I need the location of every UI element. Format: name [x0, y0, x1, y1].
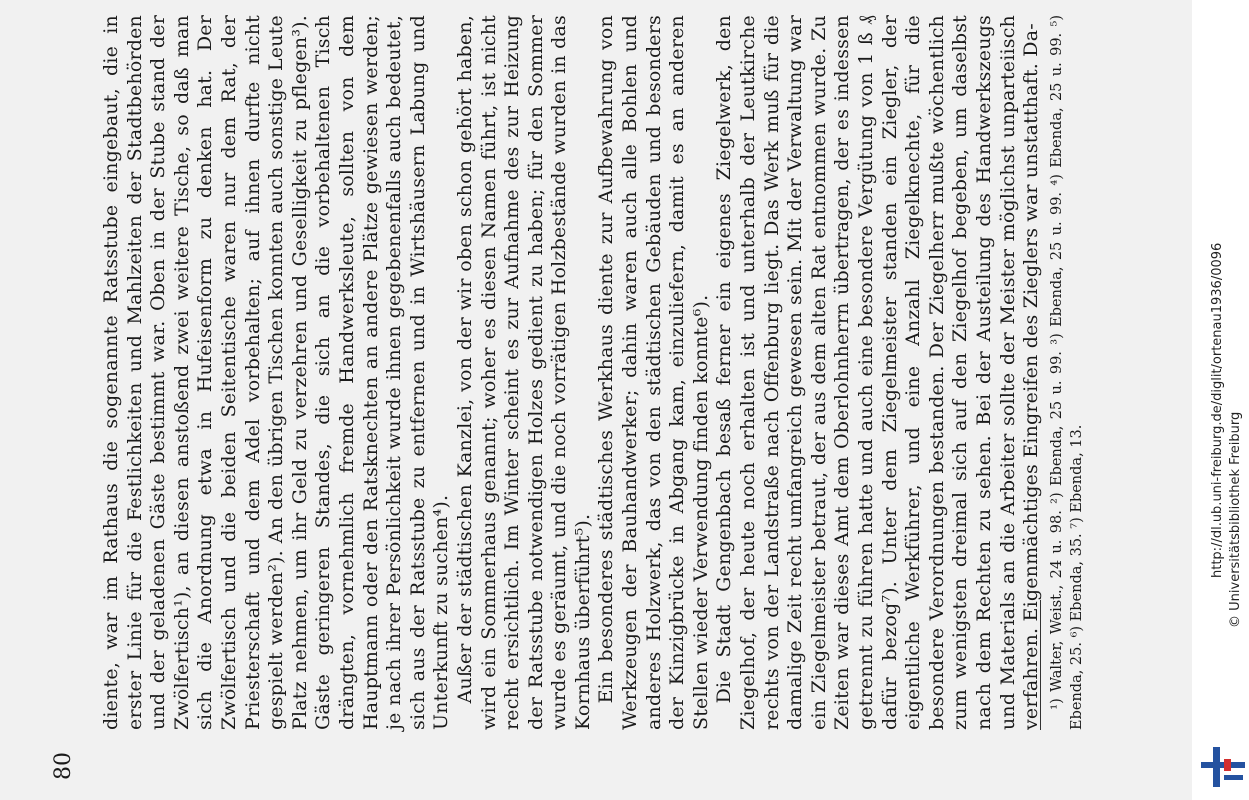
footnotes	[1047, 15, 1087, 730]
logo-crossbar-blue	[1201, 762, 1245, 768]
paragraph: Ein besonderes städtisches Werkhaus diente zur Aufbewahrung von Werkzeugen der Bauhandwerker; dahin waren auch alle Bohlen und anderes Holzwerk, das von den städtischen Gebäuden und besonders der Kinzigbrücke in Abgang kam, einzuliefern, damit es an anderen Stellen wieder Verwendung finden konnte⁶).	[595, 15, 712, 730]
paragraph: Die Stadt Gengenbach besaß ferner ein eigenes Ziegelwerk, den Ziegelhof, der heute noch erhalten ist und unterhalb der Leutkirche rechts von der Landstraße nach Offenburg liegt. Das Werk muß für die damalige Zeit recht umfangreich gewesen sein. Mit der Verwaltung war ein Ziegelmeister betraut, der aus dem alten Rat entnommen wurde. Zu Zeiten war dieses Amt dem Oberlohnherrn übertragen, der es indessen getrennt zu führen hatte und auch eine besondere Vergütung von 1 ß ₰ dafür bezog⁷). Unter dem Ziegelmeister standen ein Ziegler, der eigentliche Werkführer, und eine Anzahl Ziegelknechte, für die besondere Verordnungen bestanden. Der Ziegelherr mußte wöchentlich zum wenigsten dreimal sich auf den Ziegelhof begeben, um daselbst nach dem Rechten zu sehen. Bei der Austeilung des Handwerkszeugs und Materials an die Arbeiter sollte der Meister möglichst unparteiisch verfahren. Eigenmächtiges Eingreifen des Zieglers war unstatthaft. Da-	[713, 15, 1043, 730]
paragraph: diente, war im Rathaus die sogenannte Ratsstube eingebaut, die in erster Linie für die Festlichkeiten und Mahlzeiten der Stadtbehörden und der geladenen Gäste bestimmt war. Oben in der Stube stand der Zwölfertisch¹), an diesen anstoßend zwei weitere Tische, so daß man sich die Anordnung etwa in Hufeisenform zu denken hat. Der Zwölfertisch und die beiden Seitentische waren nur dem Rat, der Priesterschaft und dem Adel vorbehalten; auf ihnen durfte nicht gespielt werden²). An den übrigen Tischen konnten auch sonstige Leute Platz nehmen, um ihr Geld zu verzehren und Geselligkeit zu pflegen³). Gäste geringeren Standes, die sich an die vorbehaltenen Tisch drängten, vornehmlich fremde Handwerksleute, sollten von dem Hauptmann oder den Ratsknechten an andere Plätze gewiesen werden; je nach ihrer Persönlichkeit wurde ihnen gegebenenfalls auch bedeutet, sich aus der Ratsstube zu entfernen und in Wirtshäusern Labung und Unterkunft zu suchen⁴).	[100, 15, 453, 730]
page-number: 80	[51, 752, 76, 780]
body-text	[100, 15, 1044, 730]
logo-bar-lower	[1224, 775, 1243, 780]
rotated-page-content	[45, 0, 1145, 790]
copyright-notice: © Universitätsbibliothek Freiburg	[1228, 411, 1243, 628]
paragraph: Außer der städtischen Kanzlei, von der wir oben schon gehört haben, wird ein Sommerhaus genannt; woher es diesen Namen führt, ist nicht recht ersichtlich. Im Winter scheint es zur Aufnahme des zur Heizung der Ratsstube notwendigen Holzes gedient zu haben; für den Sommer wurde es geräumt, und die noch vorrätigen Holzbestände wurden in das Kornhaus überführt⁵).	[453, 15, 594, 730]
footnote-text: ¹) Walter, Weist., 24 u. 98. ²) Ebenda, 25 u. 99. ³) Ebenda, 25 u. 99. ⁴) Ebenda, 25 u. 99. ⁵) Ebenda, 25. ⁶) Ebenda, 35. ⁷) Ebenda, 13.	[1049, 15, 1085, 730]
permalink-url[interactable]: http://dl.ub.uni-freiburg.de/diglit/ortenau1936/0096	[1210, 242, 1225, 578]
ub-freiburg-logo-icon[interactable]	[1201, 745, 1245, 789]
logo-block-red	[1224, 759, 1231, 771]
footnote-divider	[1040, 600, 1041, 730]
